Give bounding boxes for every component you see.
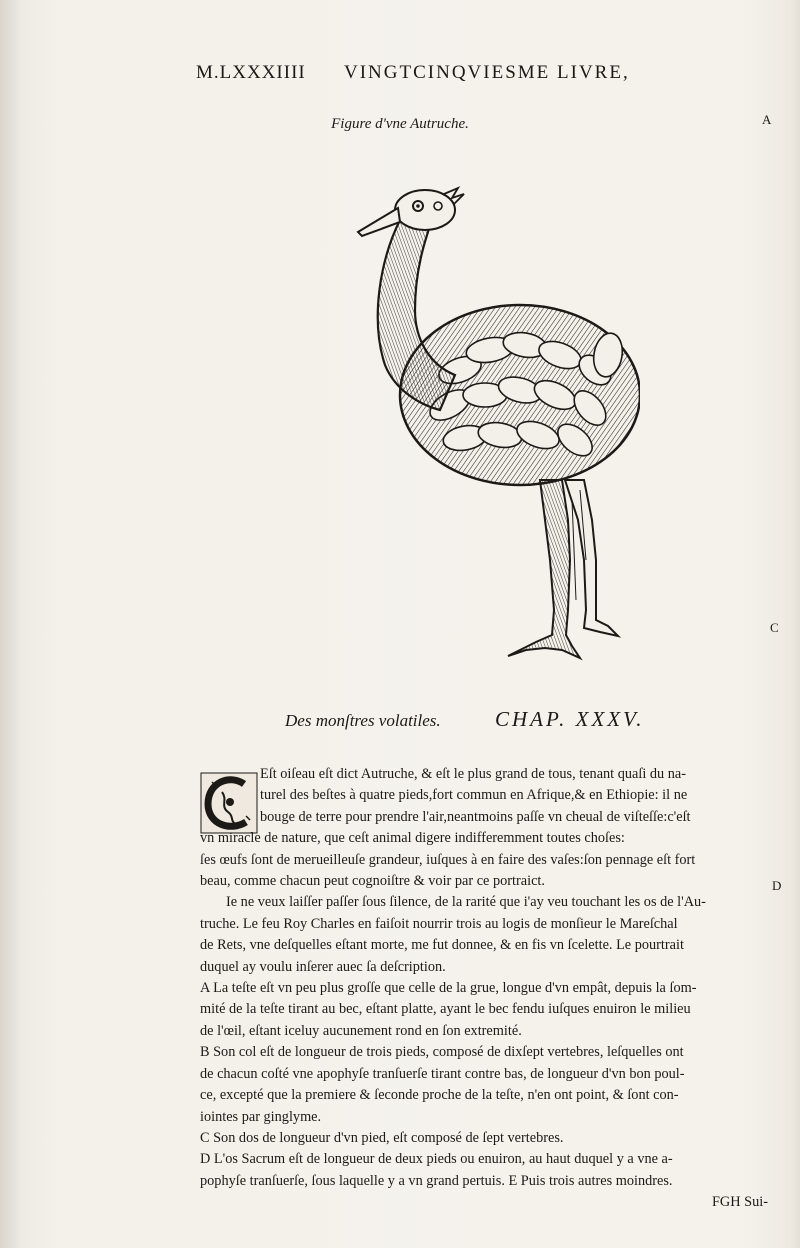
item-line: D L'os Sacrum eſt de longueur de deux pieds ou enuiron, au haut duquel y a vne a- [200, 1151, 673, 1168]
paragraph-autruche [200, 764, 768, 892]
chapter-title: Des monſtres volatiles. [285, 711, 441, 730]
para1-line: turel des beſtes à quatre pieds,fort commun en Afrique,& en Ethiopie: il ne [260, 787, 688, 804]
catchword: FGH Sui- [711, 1194, 768, 1211]
para2-line: de Rets, vne deſquelles eſtant morte, me fut donnee, & en fis vn ſcelette. Le pourtrait [200, 937, 684, 954]
main-text [200, 764, 768, 1214]
margin-letter-c: C [770, 620, 779, 635]
ostrich-woodcut-icon [340, 180, 640, 670]
para2-line: truche. Le feu Roy Charles en faiſoit nourrir trois au logis de monſieur le Mareſchal [200, 915, 678, 932]
skeleton-description-list [200, 978, 768, 1192]
item-line: ce, excepté que la premiere & ſeconde proche de la teſte, n'en ont point, & ſont con- [200, 1087, 679, 1104]
para1-line: vn miracle de nature, que ceſt animal digere indifferemment toutes choſes: [200, 830, 625, 847]
para1-line: ſes œufs ſont de merueilleuſe grandeur, iuſques à en faire des vaſes:ſon pennage eſt fort [200, 851, 696, 868]
para1-line: bouge de terre pour prendre l'air,neantmoins paſſe vn cheual de viſteſſe:c'eſt [260, 808, 691, 825]
item-line: B Son col eſt de longueur de trois pieds, composé de dixſept vertebres, leſquelles ont [200, 1044, 684, 1061]
item-line: iointes par ginglyme. [200, 1108, 322, 1125]
margin-letter-a: A [762, 112, 772, 127]
item-line: C Son dos de longueur d'vn pied, eſt composé de ſept vertebres. [200, 1129, 564, 1146]
paragraph-squelette [200, 892, 768, 978]
item-line: mité de la teſte tirant au bec, eſtant plattе, ayant le bec fendu iuſques enuiron le milieu [200, 1001, 691, 1018]
para2-line: Ie ne veux laiſſer paſſer ſous ſilence, de la rarité que i'ay veu touchant les os de l'Au- [226, 894, 706, 911]
para1-line: beau, comme chacun peut cognoiſtre & voir par ce portraict. [200, 873, 545, 890]
folio-number: M.LXXXIIII [196, 62, 306, 83]
item-line: de l'œil, eſtant iceluy aucunement rond en ſon extremité. [200, 1022, 522, 1039]
chapter-number: CHAP. XXXV. [495, 707, 645, 731]
figure-caption: Figure d'vne Autruche. [331, 116, 469, 132]
margin-letter-d: D [772, 878, 782, 893]
para2-line: duquel ay voulu inſerer auec ſa deſcription. [200, 958, 446, 975]
item-line: A La teſte eſt vn peu plus groſſe que celle de la grue, longue d'vn empât, depuis la ſom- [200, 980, 697, 997]
item-line: pophyſe tranſuerſe, ſous laquelle y a vn grand pertuis. E Puis trois autres moindres. [200, 1172, 673, 1189]
running-header [196, 62, 656, 92]
chapter-heading [285, 707, 705, 737]
para1-line: Eſt oiſeau eſt dict Autruche, & eſt le plus grand de tous, tenant quaſi du na- [260, 766, 687, 782]
item-line: de chacun coſté vne apophyſe tranſuerſe tirant contre bas, de longueur d'vn bon poul- [200, 1065, 685, 1082]
running-title: VINGTCINQVIESME LIVRE, [344, 62, 630, 83]
